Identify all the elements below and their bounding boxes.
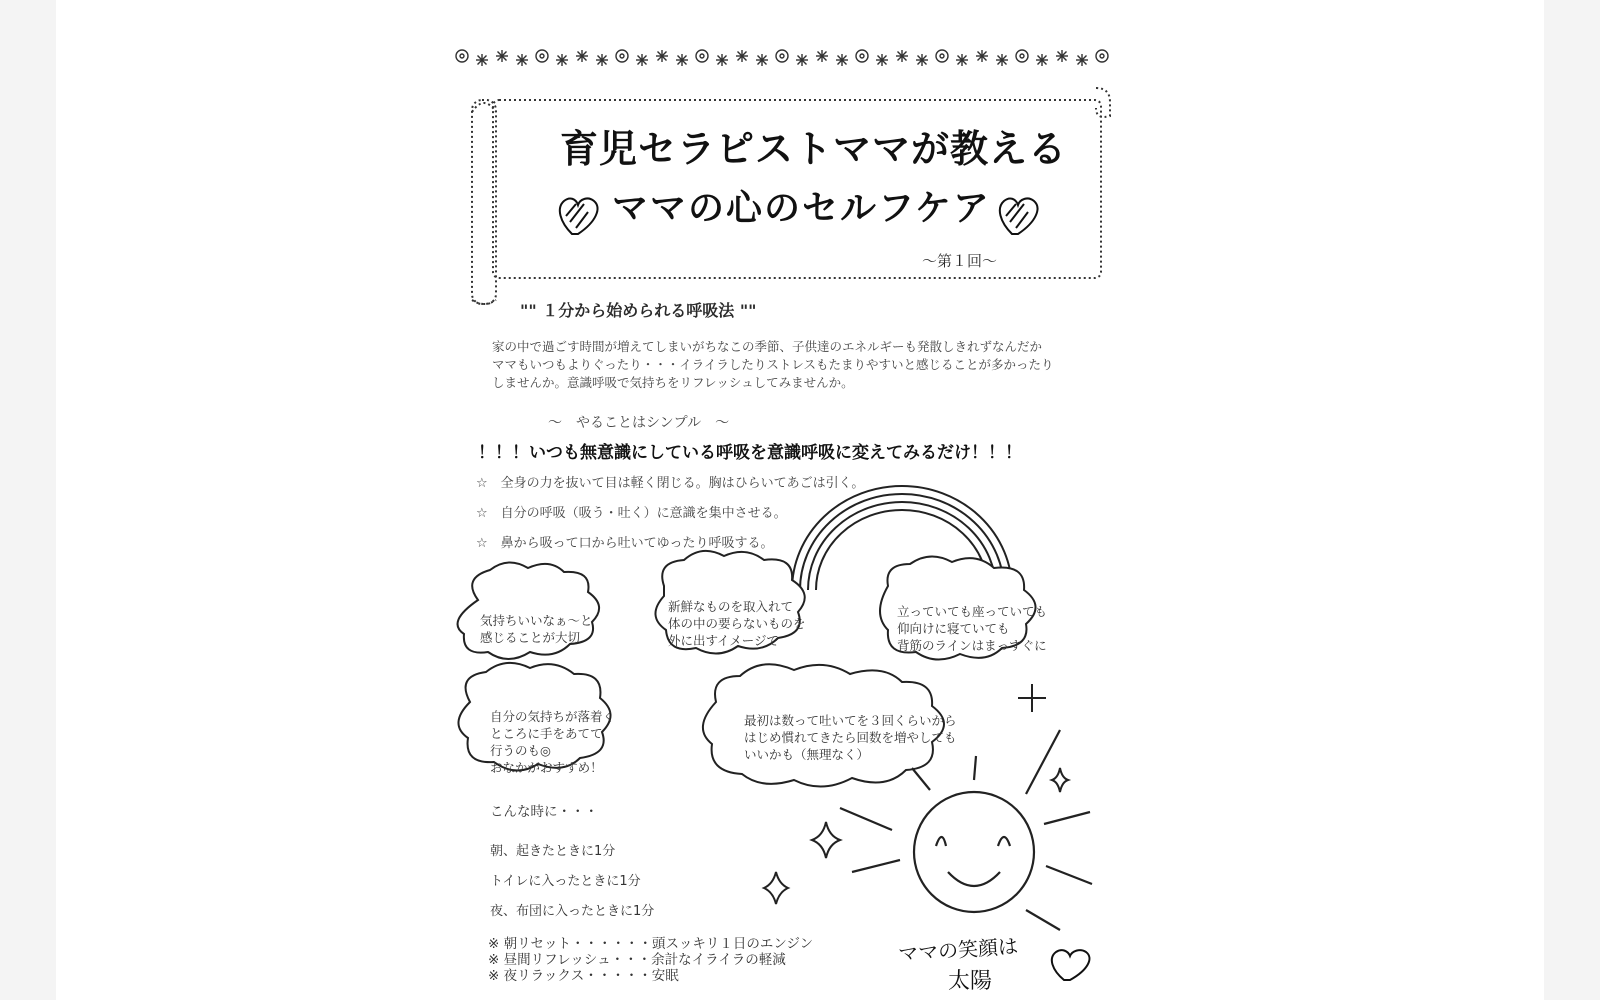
star-icon bbox=[596, 54, 608, 66]
bubble-text bbox=[668, 598, 806, 649]
heart-icon bbox=[1052, 950, 1090, 980]
flower-icon bbox=[536, 50, 548, 62]
bubble-text bbox=[744, 712, 957, 763]
star-icon bbox=[976, 50, 988, 62]
star-icon bbox=[896, 50, 908, 62]
star-icon bbox=[656, 50, 668, 62]
document-subtitle: ママの心のセルフケア bbox=[612, 188, 991, 229]
star-icon bbox=[516, 54, 528, 66]
star-icon bbox=[756, 54, 768, 66]
bubble-text bbox=[897, 603, 1047, 654]
star-icon bbox=[956, 54, 968, 66]
step-item: ☆ 自分の呼吸（吸う・吐く）に意識を集中させる。 bbox=[476, 506, 787, 521]
star-icon bbox=[676, 54, 688, 66]
bubble-line: 行うのも◎ bbox=[490, 743, 551, 758]
bubble-line: 感じることが大切 bbox=[480, 630, 581, 645]
step-item: ☆ 鼻から吸って口から吐いてゆったり呼吸する。 bbox=[476, 536, 774, 551]
intro-line: ママもいつもよりぐったり・・・イライラしたりストレスもたまりやすいと感じることが多かったり bbox=[492, 357, 1054, 372]
step-item: ☆ 全身の力を抜いて目は軽く閉じる。胸はひらいてあごは引く。 bbox=[476, 476, 865, 491]
star-icon bbox=[876, 54, 888, 66]
effect-item: ※ 夜リラックス・・・・・安眠 bbox=[488, 968, 679, 984]
star-icon bbox=[1056, 50, 1068, 62]
issue-number: ～第１回～ bbox=[922, 252, 998, 270]
timing-label: こんな時に・・・ bbox=[490, 804, 598, 820]
star-icon bbox=[1036, 54, 1048, 66]
star-icon bbox=[716, 54, 728, 66]
effect-item: ※ 昼間リフレッシュ・・・余計なイライラの軽減 bbox=[488, 952, 786, 968]
bubble-line: 体の中の要らないものを bbox=[668, 616, 806, 631]
star-icon bbox=[836, 54, 848, 66]
bubble-line: いいかも（無理なく） bbox=[744, 747, 870, 762]
effect-item: ※ 朝リセット・・・・・・頭スッキリ１日のエンジン bbox=[488, 936, 814, 952]
bubble-line: 外に出すイメージで bbox=[668, 633, 780, 648]
intro-line: しませんか。意識呼吸で気持ちをリフレッシュしてみませんか。 bbox=[492, 375, 854, 390]
bubble-line: 最初は数って吐いてを３回くらいから bbox=[744, 713, 957, 728]
star-icon bbox=[736, 50, 748, 62]
star-icon bbox=[1076, 54, 1088, 66]
flower-icon bbox=[616, 50, 628, 62]
bubble-line: 自分の気持ちが落着く bbox=[490, 709, 616, 724]
flower-icon bbox=[936, 50, 948, 62]
sun-caption-line1: ママの笑顔は bbox=[897, 933, 1019, 967]
star-icon bbox=[816, 50, 828, 62]
flower-icon bbox=[456, 50, 468, 62]
bubble-line: 新鮮なものを取入れて bbox=[668, 599, 794, 614]
intro-line: 家の中で過ごす時間が増えてしまいがちなこの季節、子供達のエネルギーも発散しきれずなんだか bbox=[492, 339, 1043, 354]
bubble-line: 立っていても座っていても bbox=[897, 604, 1048, 619]
heart-icon bbox=[1000, 198, 1038, 234]
sun-caption-line2: 太陽 bbox=[948, 969, 993, 994]
flower-icon bbox=[696, 50, 708, 62]
intro-paragraph bbox=[492, 338, 1142, 392]
bubble-line: 気持ちいいなぁ～と bbox=[480, 613, 593, 628]
star-icon bbox=[556, 54, 568, 66]
bubble-line: おなかがおすすめ！ bbox=[490, 760, 603, 775]
flower-icon bbox=[1096, 50, 1108, 62]
section-heading: "" １分から始められる呼吸法 "" bbox=[520, 301, 757, 320]
flower-icon bbox=[776, 50, 788, 62]
bubble-text bbox=[490, 708, 615, 776]
star-icon bbox=[576, 50, 588, 62]
bubble-line: 仰向けに寝ていても bbox=[897, 621, 1010, 636]
star-icon bbox=[916, 54, 928, 66]
main-point: ！！！いつも無意識にしている呼吸を意識呼吸に変えてみるだけ！！！ bbox=[478, 443, 1022, 463]
star-icon bbox=[476, 54, 488, 66]
simple-label: ～ やることはシンプル ～ bbox=[548, 415, 730, 431]
flower-icon bbox=[1016, 50, 1028, 62]
heart-icon bbox=[560, 198, 598, 234]
document-title: 育児セラピストママが教える bbox=[560, 127, 1068, 171]
decorative-border bbox=[456, 50, 1108, 66]
bubble-line: ところに手をあてて bbox=[490, 726, 603, 741]
bubble-line: 背筋のラインはまっすぐに bbox=[897, 638, 1047, 653]
star-icon bbox=[636, 54, 648, 66]
timing-item: 夜、布団に入ったときに1分 bbox=[490, 904, 655, 919]
timing-item: 朝、起きたときに1分 bbox=[490, 844, 616, 859]
star-icon bbox=[996, 54, 1008, 66]
bubble-text bbox=[480, 612, 593, 646]
bubble-line: はじめ慣れてきたら回数を増やしても bbox=[744, 730, 957, 745]
star-icon bbox=[496, 50, 508, 62]
star-icon bbox=[796, 54, 808, 66]
flower-icon bbox=[856, 50, 868, 62]
timing-item: トイレに入ったときに1分 bbox=[490, 874, 641, 889]
